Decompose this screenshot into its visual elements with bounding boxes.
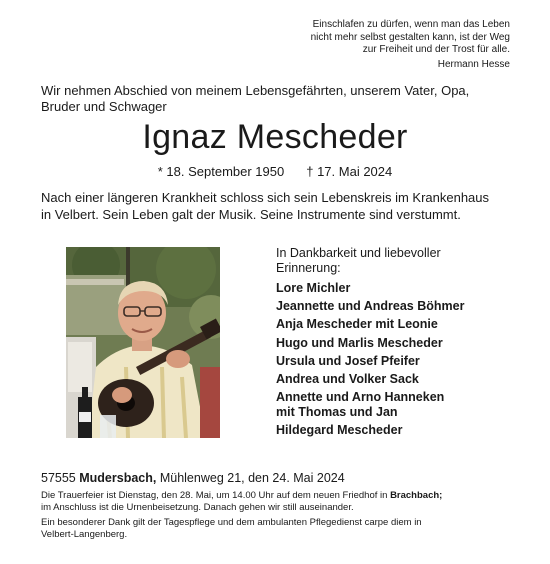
thanks-intro-line: In Dankbarkeit und liebevoller <box>276 246 441 260</box>
quote-line: zur Freiheit und der Trost für alle. <box>362 44 510 55</box>
care-thanks-line: Velbert-Langenberg. <box>41 528 128 540</box>
intro-line: Bruder und Schwager <box>41 99 167 114</box>
quote-line: nicht mehr selbst gestalten kann, ist der Weg <box>310 31 510 43</box>
mourner-name: Andrea und Volker Sack <box>276 371 419 386</box>
funeral-place: Brachbach; <box>390 490 443 501</box>
portrait-photo <box>66 247 220 438</box>
mourner-name: Annette und Arno Hanneken <box>276 390 445 405</box>
portrait-illustration <box>66 247 220 438</box>
mourner-name: Jeannette und Andreas Böhmer <box>276 299 465 314</box>
statement-line: Nach einer längeren Krankheit schloss sich sein Lebenskreis im Krankenhaus <box>41 190 490 205</box>
mourner-name: Hildegard Mescheder <box>276 423 403 438</box>
life-statement <box>41 190 521 223</box>
funeral-info-text: Die Trauerfeier ist Dienstag, den 28. Mai, um 14.00 Uhr auf dem neuen Friedhof in <box>41 490 388 501</box>
mourner-name: Anja Mescheder mit Leonie <box>276 317 438 332</box>
funeral-info <box>41 490 511 513</box>
mourner-name-group <box>276 390 526 420</box>
address-rest: Mühlenweg 21, den 24. Mai 2024 <box>159 471 345 485</box>
mourner-sub-line: mit Thomas und Jan <box>276 405 398 420</box>
mourner-name: Hugo und Marlis Mescheder <box>276 335 443 350</box>
address-city: Mudersbach, <box>79 471 157 485</box>
funeral-notes <box>41 490 511 544</box>
hesse-quote <box>230 19 510 71</box>
care-thanks <box>41 517 511 540</box>
funeral-info-line: im Anschluss ist die Urnenbeisetzung. Danach gehen wir still auseinander. <box>41 501 354 513</box>
death-date: † 17. Mai 2024 <box>306 164 393 179</box>
birth-date: * 18. September 1950 <box>157 164 285 179</box>
thanks-intro <box>276 246 526 276</box>
mourner-name: Lore Michler <box>276 281 351 295</box>
address-zip: 57555 <box>41 471 76 485</box>
intro-line: Wir nehmen Abschied von meinem Lebensgefährten, unserem Vater, Opa, <box>41 83 470 98</box>
address-line <box>41 470 521 486</box>
quote-line: Einschlafen zu dürfen, wenn man das Leben <box>312 19 510 30</box>
funeral-info-line <box>41 490 511 502</box>
mourners-block <box>276 246 526 442</box>
quote-author: Hermann Hesse <box>437 58 510 70</box>
thanks-intro-line: Erinnerung: <box>276 261 341 275</box>
statement-line: in Velbert. Sein Leben galt der Musik. Seine Instrumente sind verstummt. <box>41 206 461 222</box>
mourners-list <box>276 281 526 438</box>
mourner-name: Ursula und Josef Pfeifer <box>276 353 420 368</box>
care-thanks-line: Ein besonderer Dank gilt der Tagespflege und dem ambulanten Pflegedienst carpe diem in <box>41 517 422 528</box>
deceased-name: Ignaz Mescheder <box>142 118 408 156</box>
life-dates <box>0 164 550 180</box>
farewell-intro <box>41 83 521 115</box>
